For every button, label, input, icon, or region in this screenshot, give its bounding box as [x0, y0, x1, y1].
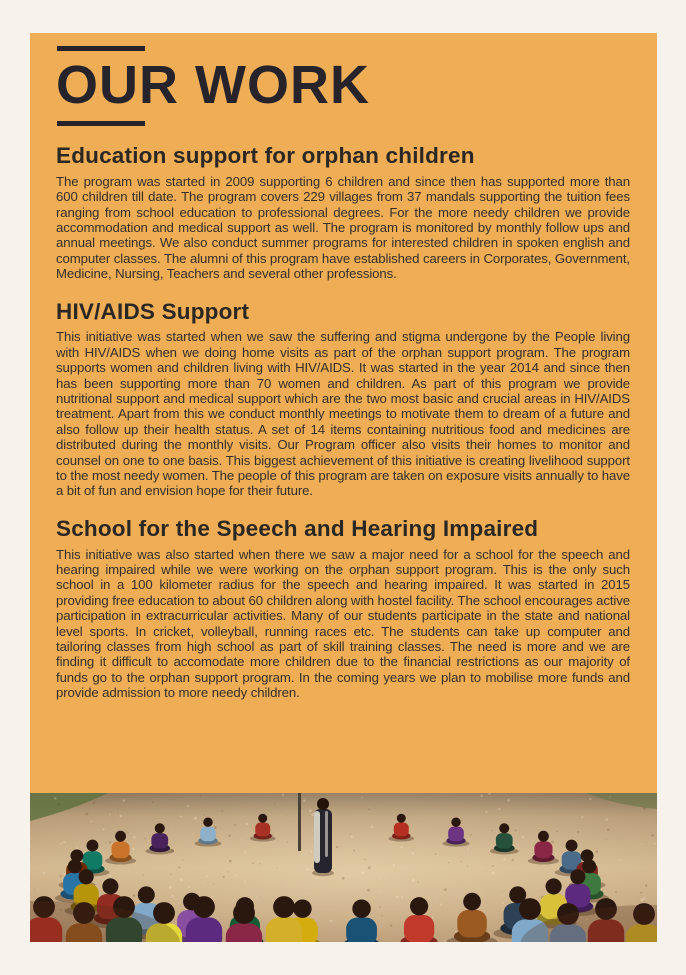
section-hiv-aids-support — [56, 300, 630, 499]
section-speech-hearing-school — [56, 517, 630, 701]
section-heading: Education support for orphan children — [56, 143, 475, 168]
section-body: This initiative was started when we saw the suffering and stigma undergone by the People living with HIV/AIDS when we doing home visits as part of the orphan support program. The program supports women and children living with HIV/AIDS. It was started in the year 2014 and since then has been supporting more than 70 women and children. As part of this program we provide nutritional support and medical support which are the two most basic and crucial areas in HIV/AIDS treatment. Apart from this we conduct monthly meetings to motivate them to dream of a future and also follow up their health status. A set of 14 items containing nutritious food and medicines are distributed during the monthly visits. Our Program officer also visits their homes to monitor and counsel on one to one basis. This biggest achievement of this initiative is creating livelihood support to the most needy women. The people of this program are taken on exposure visits annually to have a bit of fun and envision hope for their future. — [56, 329, 630, 499]
section-heading: School for the Speech and Hearing Impaired — [56, 515, 539, 541]
children-circle-photo — [30, 793, 657, 942]
children-circle-photo-illustration — [30, 793, 657, 942]
title-rule-top — [57, 46, 145, 51]
title-rule-bottom — [57, 121, 145, 126]
section-education-support — [56, 144, 630, 282]
section-heading: HIV/AIDS Support — [56, 298, 250, 324]
section-body: This initiative was also started when there we saw a major need for a school for the speech and hearing impaired while we were working on the orphan support program. This is the only such school in a 100 kilometer radius for the speech and hearing impaired. It was started in 2015 providing free education to about 60 children along with hostel facility. The school encourages active participation in extracurricular activities. Many of our students participate in the state and national level sports. In cricket, volleyball, running races etc. The students can take up computer and tailoring classes from high school as part of skill training classes. The need is more and we are finding it difficult to accomodate more children due to the financial restrictions as our majority of funds go to the orphan support program. In the coming years we plan to mobilise more funds and provide admission to more needy children. — [56, 546, 630, 701]
page-title: OUR WORK — [56, 55, 370, 115]
section-body: The program was started in 2009 supporting 6 children and since then has supported more than 600 children till date. The program covers 229 villages from 37 mandals supporting the tuition fees ranging from school education to professional degrees. For the more needy children we provide accommodation and medical support as well. The program is monitored by monthly follow ups and annual meetings. We also conduct summer programs for interested children in spoken english and computer classes. The alumni of this program have established careers in Corporates, Government, Medicine, Nursing, Teachers and several other professions. — [56, 173, 630, 282]
content-panel — [30, 33, 657, 793]
